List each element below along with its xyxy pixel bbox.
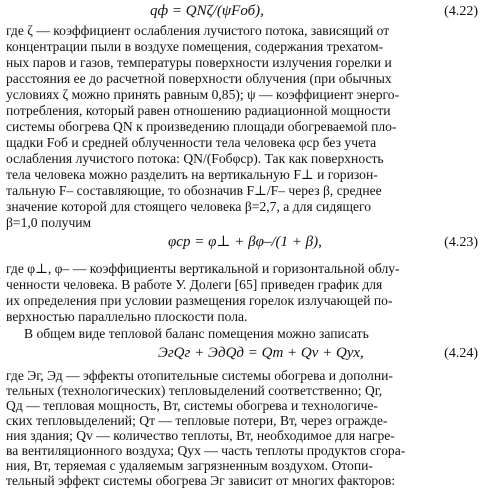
text-line: тальную F– составляющие, то обозначив F⊥/F– через β, среднее <box>6 183 382 198</box>
text-line: где φ⊥, φ– — коэффициенты вертикальной и горизонтальной облу- <box>6 261 400 276</box>
equation-number-4-23: (4.23) <box>444 235 478 250</box>
text-line: Qд — тепловая мощность, Вт, системы обогрева и технологиче- <box>6 398 378 413</box>
text-line: тельных (технологических) тепловыделений соответственно; Qг, <box>6 383 383 398</box>
text-line: ских тепловыделений; Qт — тепловые потери, Вт, через огражде- <box>6 413 388 428</box>
equation-number-4-24: (4.24) <box>444 346 478 361</box>
text-line: значение которой для стоящего человека β=2,7, а для сидящего <box>6 199 372 214</box>
equation-4-24: ЭгQг + ЭдQд = Qт + Qv + Qух, <box>158 345 364 361</box>
text-line: ослабления лучистого потока: QN/(Fобφср). Так как поверхность <box>6 151 384 166</box>
text-line: тела человека можно разделить на вертикальную F⊥ и горизон- <box>6 167 378 182</box>
equation-4-23: φср = φ⊥ + βφ–/(1 + β), <box>168 234 322 250</box>
text-line: ченности человека. В работе У. Долеги [65] приведен график для <box>6 277 383 292</box>
text-line: тельный эффект системы обогрева Эг зависит от многих факторов: <box>6 473 396 488</box>
text-line: ния здания; Qv — количество теплоты, Вт, необходимое для нагре- <box>6 428 395 443</box>
text-line: ва вентиляционного воздуха; Qух — часть теплоты продуктов сгора- <box>6 443 406 458</box>
text-line: потребления, который равен отношению радиационной мощности <box>6 103 391 118</box>
text-line: где ζ — коэффициент ослабления лучистого потока, зависящий от <box>6 23 390 38</box>
text-line: В общем виде тепловой баланс помещения можно записать <box>24 326 369 341</box>
text-line: расстояния ее до расчетной поверхности облучения (при обычных <box>6 71 392 86</box>
text-line: где Эг, Эд — эффекты отопительные системы обогрева и дополни- <box>6 368 393 383</box>
text-line: β=1,0 получим <box>6 215 92 230</box>
text-line: их определения при условии размещения горелок излучающей по- <box>6 293 393 308</box>
text-line: системы обогрева QN к произведению площади обогреваемой пло- <box>6 119 397 134</box>
text-line: концентрации пыли в воздухе помещения, содержания трехатом- <box>6 39 384 54</box>
text-line: верхностью параллельно плоскости пола. <box>6 309 248 324</box>
equation-number-4-22: (4.22) <box>444 4 478 19</box>
text-line: условиях ζ можно принять равным 0,85); ψ — коэффициент энерго- <box>6 87 400 102</box>
text-line: ных паров и газов, температуры поверхности излучения горелки и <box>6 55 392 70</box>
text-line: щадки Fоб и средней облученности тела человека φср без учета <box>6 135 377 150</box>
equation-4-22: qф = QNζ/(ψFоб), <box>150 3 264 19</box>
text-line: ния, Вт, теряемая с удаляемым загрязненным воздухом. Отопи- <box>6 458 373 473</box>
